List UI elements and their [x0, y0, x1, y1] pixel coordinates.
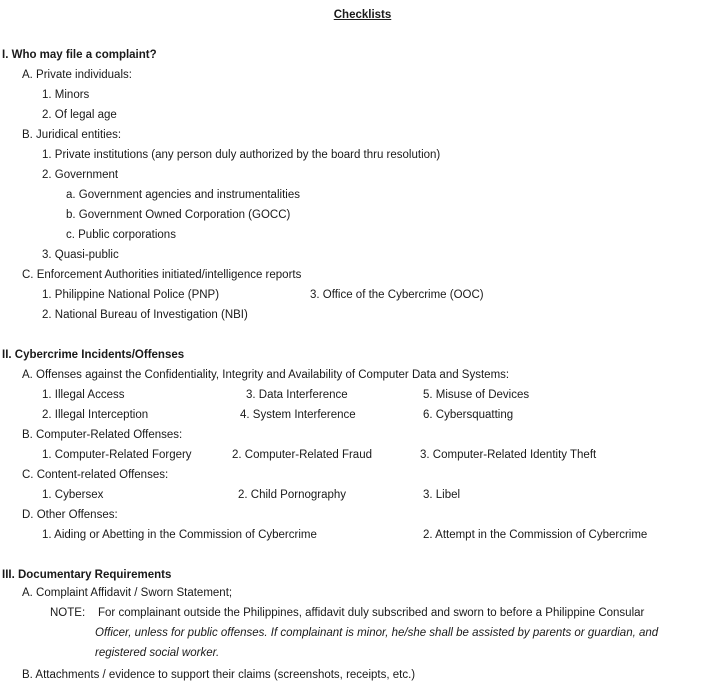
s2-item-c2: 2. Child Pornography: [238, 489, 347, 501]
s2-item-a5: 5. Misuse of Devices: [423, 389, 530, 401]
note-line-2: Officer, unless for public offenses. If complainant is minor, he/she shall be assisted by parents or guardian, and: [95, 627, 659, 639]
s2-item-d1: 1. Aiding or Abetting in the Commission of Cybercrime: [42, 529, 317, 541]
s2-item-a3: 3. Data Interference: [246, 389, 348, 401]
note-line-1: For complainant outside the Philippines, affidavit duly subscribed and sworn to before a Philippine Consular: [98, 607, 645, 619]
s2-item-a4: 4. System Interference: [240, 409, 356, 421]
note-line-3: registered social worker.: [95, 647, 220, 659]
s2-item-a6: 6. Cybersquatting: [423, 409, 514, 421]
s1-item-c2: 2. National Bureau of Investigation (NBI): [42, 309, 248, 321]
s1-item-a: A. Private individuals:: [22, 69, 132, 81]
s1-item-b2c: c. Public corporations: [66, 229, 176, 241]
s2-item-d2: 2. Attempt in the Commission of Cybercrime: [423, 529, 648, 541]
s2-item-d: D. Other Offenses:: [22, 509, 118, 521]
s1-item-b2: 2. Government: [42, 169, 119, 181]
section-1-heading: I. Who may file a complaint?: [2, 49, 157, 61]
s2-item-b: B. Computer-Related Offenses:: [22, 429, 183, 441]
s2-item-a1: 1. Illegal Access: [42, 389, 125, 401]
s1-item-b2b: b. Government Owned Corporation (GOCC): [66, 209, 291, 221]
s2-item-a2: 2. Illegal Interception: [42, 409, 149, 421]
s1-item-b3: 3. Quasi-public: [42, 249, 119, 261]
s1-item-c1: 1. Philippine National Police (PNP): [42, 289, 220, 301]
s2-item-c: C. Content-related Offenses:: [22, 469, 169, 481]
section-3-heading: III. Documentary Requirements: [2, 569, 172, 581]
s2-item-b3: 3. Computer-Related Identity Theft: [420, 449, 597, 461]
page-title: Checklists: [333, 9, 392, 21]
s1-item-a1: 1. Minors: [42, 89, 90, 101]
s1-item-c3: 3. Office of the Cybercrime (OOC): [310, 289, 484, 301]
note-label: NOTE:: [50, 607, 86, 619]
s1-item-c: C. Enforcement Authorities initiated/intelligence reports: [22, 269, 302, 281]
s1-item-b1: 1. Private institutions (any person duly authorized by the board thru resolution): [42, 149, 441, 161]
section-2-heading: II. Cybercrime Incidents/Offenses: [2, 349, 185, 361]
s1-item-b: B. Juridical entities:: [22, 129, 122, 141]
s1-item-b2a: a. Government agencies and instrumentalities: [66, 189, 300, 201]
s1-item-a2: 2. Of legal age: [42, 109, 117, 121]
s3-item-a: A. Complaint Affidavit / Sworn Statement;: [22, 587, 233, 599]
s3-item-b: B. Attachments / evidence to support their claims (screenshots, receipts, etc.): [22, 669, 416, 681]
s2-item-b1: 1. Computer-Related Forgery: [42, 449, 192, 461]
s2-item-b2: 2. Computer-Related Fraud: [232, 449, 372, 461]
s2-item-c1: 1. Cybersex: [42, 489, 104, 501]
s2-item-a: A. Offenses against the Confidentiality, Integrity and Availability of Computer Data and Systems:: [22, 369, 510, 381]
s2-item-c3: 3. Libel: [423, 489, 461, 501]
